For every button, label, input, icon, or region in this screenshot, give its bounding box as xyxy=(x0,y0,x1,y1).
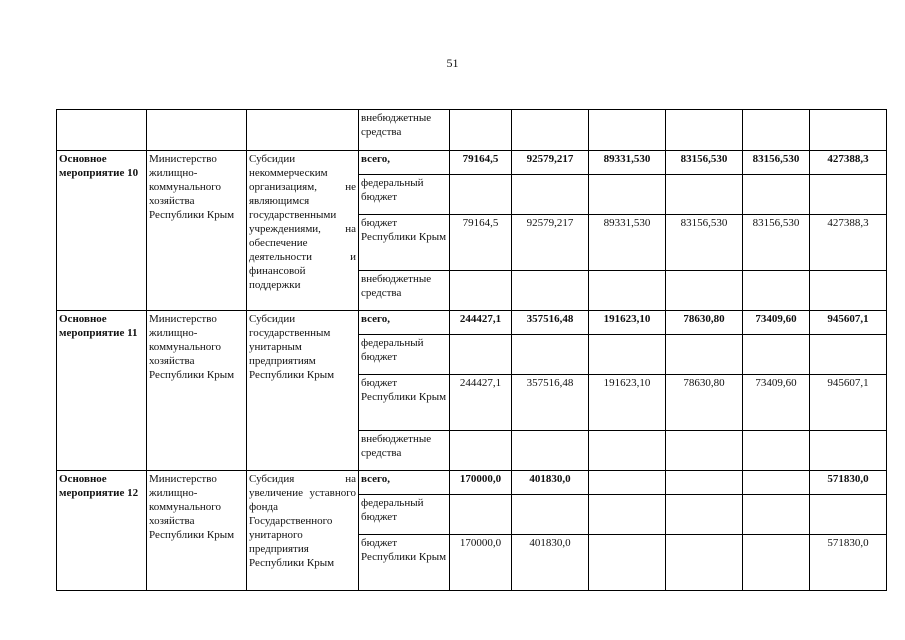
value-cell: 83156,530 xyxy=(743,151,810,175)
value-cell xyxy=(810,175,887,215)
value-cell xyxy=(666,431,743,471)
value-cell xyxy=(666,535,743,591)
executor-name: Министерство жилищно-коммунального хозяйства Республики Крым xyxy=(147,311,247,471)
value-cell: 83156,530 xyxy=(666,151,743,175)
program-name: Основное мероприятие 12 xyxy=(57,471,147,591)
value-cell: 73409,60 xyxy=(743,311,810,335)
value-cell: 83156,530 xyxy=(666,215,743,271)
value-cell xyxy=(450,271,512,311)
value-cell: 427388,3 xyxy=(810,215,887,271)
table-row-total xyxy=(57,311,887,335)
value-cell: 191623,10 xyxy=(589,375,666,431)
value-cell: 571830,0 xyxy=(810,535,887,591)
value-cell xyxy=(589,535,666,591)
executor-name: Министерство жилищно-коммунального хозяйства Республики Крым xyxy=(147,151,247,311)
program-description: Субсидии государственным унитарным предприятиям Республики Крым xyxy=(247,311,359,471)
source-label: федеральный бюджет xyxy=(359,175,450,215)
value-cell xyxy=(666,471,743,495)
value-cell: 79164,5 xyxy=(450,151,512,175)
table-row-total xyxy=(57,471,887,495)
value-cell xyxy=(743,431,810,471)
value-cell xyxy=(666,495,743,535)
value-cell: 73409,60 xyxy=(743,375,810,431)
value-cell xyxy=(512,495,589,535)
program-name: Основное мероприятие 11 xyxy=(57,311,147,471)
value-cell: 401830,0 xyxy=(512,535,589,591)
value-cell xyxy=(450,175,512,215)
value-cell xyxy=(666,271,743,311)
value-cell xyxy=(810,335,887,375)
source-label: федеральный бюджет xyxy=(359,335,450,375)
value-cell xyxy=(589,431,666,471)
value-cell: 571830,0 xyxy=(810,471,887,495)
value-cell: 89331,530 xyxy=(589,215,666,271)
value-cell: 244427,1 xyxy=(450,375,512,431)
value-cell: 357516,48 xyxy=(512,311,589,335)
source-label: бюджет Республики Крым xyxy=(359,535,450,591)
value-cell xyxy=(743,271,810,311)
source-label: всего, xyxy=(359,311,450,335)
value-cell: 191623,10 xyxy=(589,311,666,335)
source-label: бюджет Республики Крым xyxy=(359,215,450,271)
value-cell: 945607,1 xyxy=(810,311,887,335)
source-label: бюджет Республики Крым xyxy=(359,375,450,431)
program-description: Субсидии некоммерческим организациям, не являющимся государственными учреждениями, на обеспечение деятельности и финансовой поддержки xyxy=(247,151,359,311)
value-cell: 83156,530 xyxy=(743,215,810,271)
value-cell: 357516,48 xyxy=(512,375,589,431)
value-cell xyxy=(810,271,887,311)
value-cell xyxy=(512,431,589,471)
table-row xyxy=(57,110,887,151)
source-label: внебюджетные средства xyxy=(359,431,450,471)
value-cell: 92579,217 xyxy=(512,215,589,271)
value-cell xyxy=(450,495,512,535)
value-cell: 78630,80 xyxy=(666,311,743,335)
value-cell xyxy=(666,175,743,215)
source-label: федеральный бюджет xyxy=(359,495,450,535)
value-cell: 945607,1 xyxy=(810,375,887,431)
description-cell xyxy=(247,110,359,151)
value-cell xyxy=(743,471,810,495)
table-row-total xyxy=(57,151,887,175)
value-cell: 92579,217 xyxy=(512,151,589,175)
source-label: всего, xyxy=(359,151,450,175)
value-cell: 427388,3 xyxy=(810,151,887,175)
value-cell xyxy=(589,271,666,311)
value-cell: 170000,0 xyxy=(450,471,512,495)
value-cell: 244427,1 xyxy=(450,311,512,335)
value-cell xyxy=(512,271,589,311)
source-label: всего, xyxy=(359,471,450,495)
program-name: Основное мероприятие 10 xyxy=(57,151,147,311)
value-cell: 89331,530 xyxy=(589,151,666,175)
program-description: Субсидия на увеличение уставного фонда Государственного унитарного предприятия Республики Крым xyxy=(247,471,359,591)
executor-name: Министерство жилищно-коммунального хозяйства Республики Крым xyxy=(147,471,247,591)
value-cell xyxy=(450,335,512,375)
source-label: внебюджетные средства xyxy=(359,110,450,151)
value-cell xyxy=(450,431,512,471)
value-cell xyxy=(810,495,887,535)
value-cell xyxy=(666,335,743,375)
value-cell xyxy=(589,495,666,535)
value-cell: 78630,80 xyxy=(666,375,743,431)
value-cell xyxy=(512,335,589,375)
value-cell xyxy=(589,175,666,215)
value-cell: 79164,5 xyxy=(450,215,512,271)
page-number: 51 xyxy=(446,56,459,70)
value-cell: 170000,0 xyxy=(450,535,512,591)
value-cell xyxy=(810,431,887,471)
source-label: внебюджетные средства xyxy=(359,271,450,311)
budget-table xyxy=(56,109,887,591)
value-cell xyxy=(743,175,810,215)
program-cell xyxy=(57,110,147,151)
value-cell xyxy=(743,535,810,591)
executor-cell xyxy=(147,110,247,151)
value-cell: 401830,0 xyxy=(512,471,589,495)
value-cell xyxy=(743,335,810,375)
value-cell xyxy=(512,175,589,215)
value-cell xyxy=(743,495,810,535)
value-cell xyxy=(589,335,666,375)
value-cell xyxy=(589,471,666,495)
